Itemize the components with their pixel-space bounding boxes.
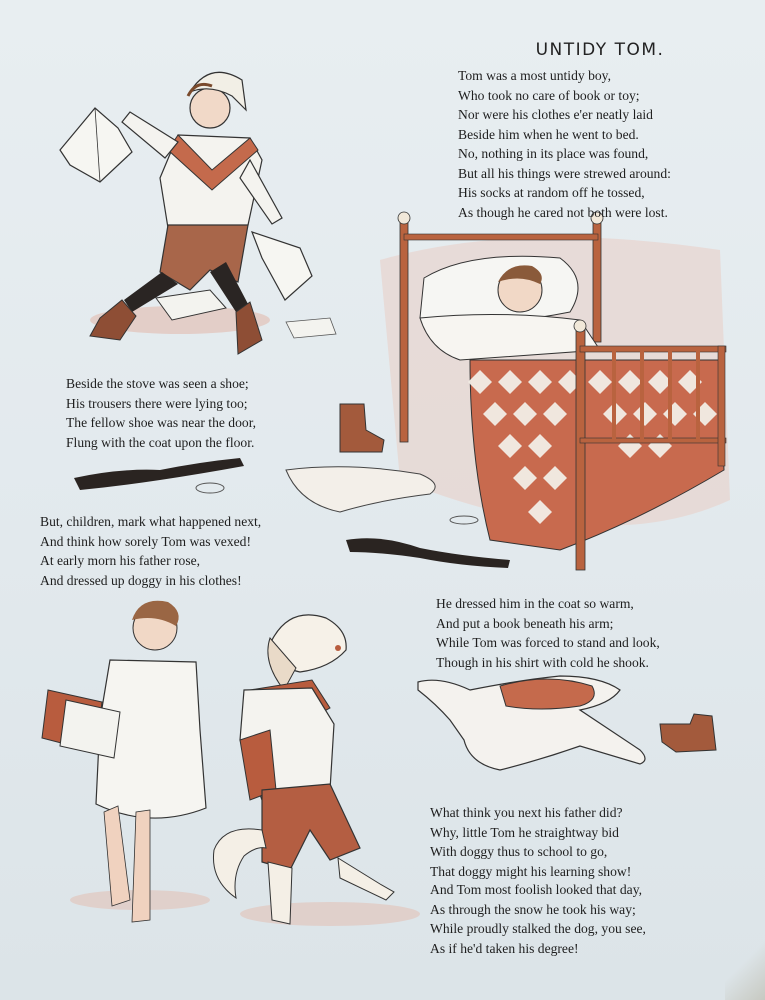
stanza-line: Beside him when he went to bed. (458, 126, 639, 142)
stanza-line: Though in his shirt with cold he shook. (436, 654, 649, 670)
page-title: UNTIDY TOM. (535, 40, 665, 60)
stanza-line: And dressed up doggy in his clothes! (40, 572, 242, 588)
stanza-line: He dressed him in the coat so warm, (436, 596, 634, 611)
stanza-line: With doggy thus to school to go, (430, 844, 608, 860)
stanza-line: And think how sorely Tom was vexed! (40, 533, 251, 549)
quilt (468, 360, 724, 550)
stanza-line: Flung with the coat upon the floor. (66, 434, 255, 450)
tom-in-bed-illustration (340, 212, 730, 570)
stanza-line: Why, little Tom he straightway bid (430, 824, 619, 840)
stanza-line: While proudly stalked the dog, you see, (430, 921, 646, 937)
stanza-line: But all his things were strewed around: (458, 165, 671, 181)
stanza-line: That doggy might his learning show! (430, 863, 632, 879)
stanza-line: Beside the stove was seen a shoe; (66, 376, 249, 391)
stanza-3 (66, 374, 256, 452)
dog-in-clothes-illustration (213, 615, 420, 926)
stanza-line: The fellow shoe was near the door, (66, 415, 257, 431)
stanza-line: And put a book beneath his arm; (436, 615, 614, 631)
stanza-line: As though he cared not both were lost. (458, 204, 668, 220)
page-corner-wear (725, 940, 765, 1000)
stanza-2 (458, 144, 671, 222)
stanza-4 (40, 512, 261, 590)
stanza-5 (436, 594, 660, 672)
stanza-7 (430, 880, 646, 958)
stanza-line: His trousers there were lying too; (66, 395, 248, 411)
stanza-line: As through the snow he took his way; (430, 901, 636, 917)
stanza-line: At early morn his father rose, (40, 553, 201, 569)
stanza-line: Who took no care of book or toy; (458, 87, 640, 103)
stanza-6 (430, 803, 631, 881)
stanza-line: No, nothing in its place was found, (458, 146, 649, 161)
stanza-1 (458, 66, 653, 144)
stanza-line: What think you next his father did? (430, 805, 623, 820)
stanza-line: Nor were his clothes e'er neatly laid (458, 107, 653, 123)
stanza-line: Tom was a most untidy boy, (458, 68, 611, 83)
stanza-line: And Tom most foolish looked that day, (430, 882, 643, 897)
tom-tossing-illustration (60, 72, 336, 354)
stanza-line: His socks at random off he tossed, (458, 185, 645, 201)
tom-nightshirt-illustration (42, 601, 210, 922)
stanza-line: But, children, mark what happened next, (40, 514, 262, 529)
stanza-line: As if he'd taken his degree! (430, 940, 579, 956)
discarded-clothes-illustration (418, 676, 716, 770)
stanza-line: While Tom was forced to stand and look, (436, 635, 660, 651)
